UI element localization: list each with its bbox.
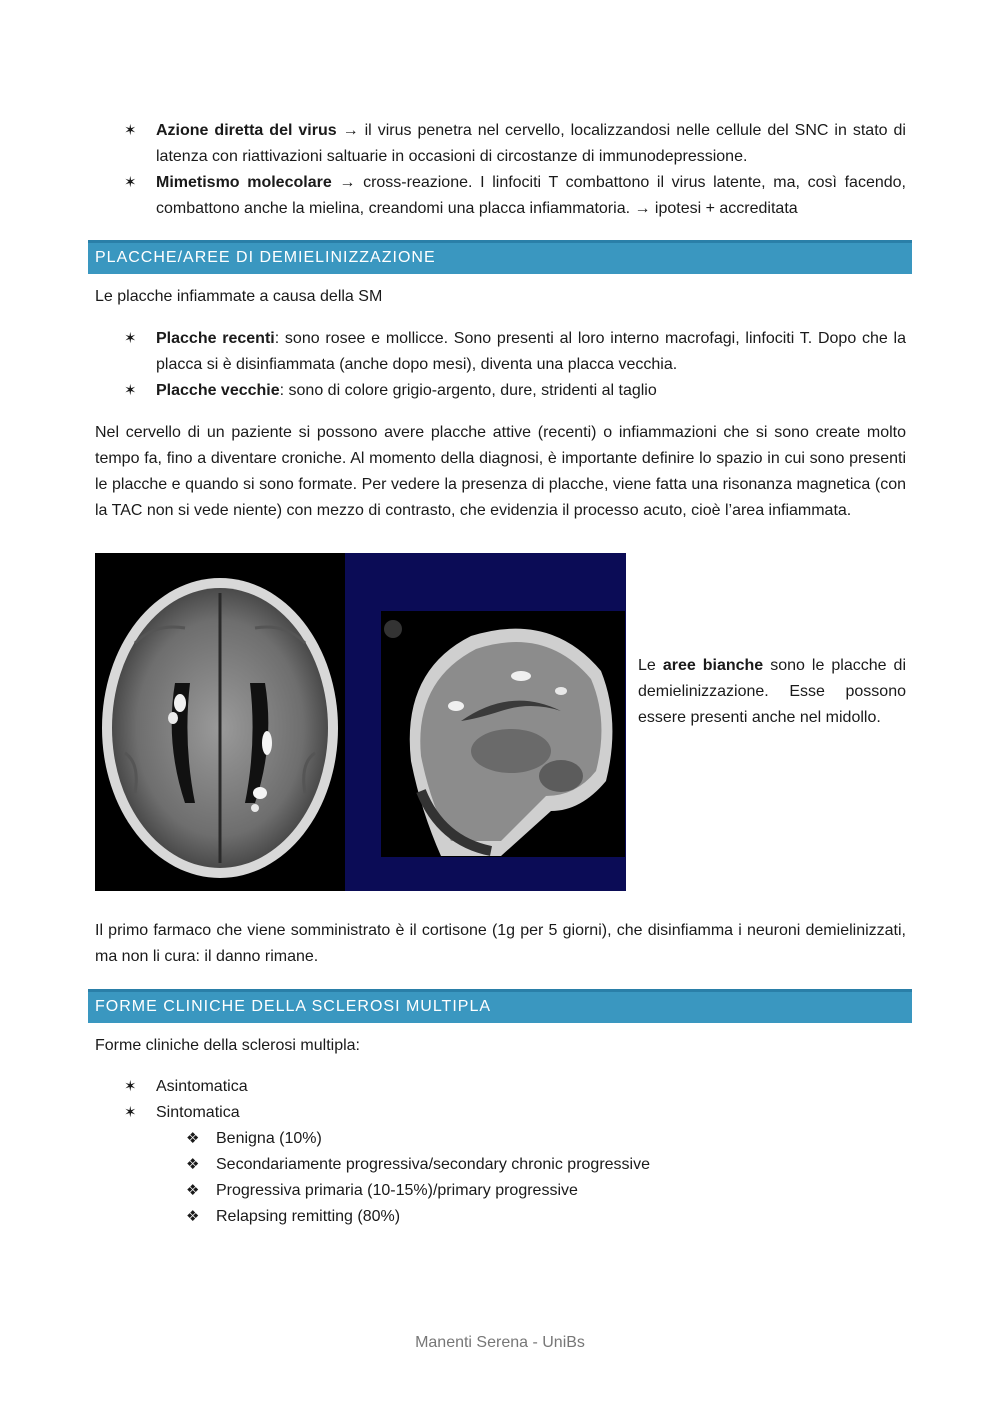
arrow-icon: → — [342, 122, 359, 139]
section-intro: Le placche infiammate a causa della SM — [95, 288, 383, 305]
list-item-text: Asintomatica — [156, 1078, 248, 1095]
star-bullet-icon: ✶ — [124, 330, 137, 347]
mri-figure — [95, 553, 626, 891]
sintomatica-sub-list — [186, 1126, 906, 1230]
list-item-text: Benigna (10%) — [216, 1130, 322, 1147]
list-item — [124, 170, 906, 222]
intro-bullet-list — [124, 118, 906, 222]
list-item-text: Progressiva primaria (10-15%)/primary progressive — [216, 1182, 578, 1199]
list-item-bold: Mimetismo molecolare — [156, 174, 332, 191]
section-intro: Forme cliniche della sclerosi multipla: — [95, 1037, 360, 1054]
list-item-text: il virus penetra nel cervello, localizzandosi nelle cellule del SNC in stato di latenza con riattivazioni saltuarie in occasioni di circostanze di immunodepressione. — [156, 122, 906, 165]
list-item-text: : sono di colore grigio-argento, dure, stridenti al taglio — [279, 382, 657, 399]
star-bullet-icon: ✶ — [124, 1078, 137, 1095]
star-bullet-icon: ✶ — [124, 382, 137, 399]
star-bullet-icon: ✶ — [124, 174, 137, 191]
star-bullet-icon: ✶ — [124, 122, 137, 139]
caption-bold: aree bianche — [662, 657, 764, 674]
body-paragraph-2: Il primo farmaco che viene somministrato è il cortisone (1g per 5 giorni), che disinfiamma i neuroni demielinizzati, ma non li cura: il danno rimane. — [95, 922, 906, 965]
list-item-text: Relapsing remitting (80%) — [216, 1208, 401, 1225]
caption-pre: Le — [638, 657, 663, 674]
star-bullet-icon: ✶ — [124, 1104, 137, 1121]
diamond-bullet-icon: ❖ — [186, 1208, 200, 1225]
list-item-bold: Placche recenti — [156, 330, 275, 347]
list-item — [124, 378, 906, 404]
sagittal-mri-image — [381, 611, 625, 857]
placche-bullet-list — [124, 326, 906, 404]
list-item — [124, 118, 906, 170]
arrow-icon: → — [339, 174, 356, 191]
list-item-text: : sono rosee e mollicce. Sono presenti al loro interno macrofagi, linfociti T. Dopo che la placca si è disinfiammata (anche dopo mesi), diventa una placca vecchia. — [156, 330, 906, 373]
list-item-text: Secondariamente progressiva/secondary chronic progressive — [216, 1156, 650, 1173]
body-paragraph: Nel cervello di un paziente si possono avere placche attive (recenti) o infiammazioni che si sono create molto tempo fa, fino a diventare croniche. Al momento della diagnosi, è importante definire lo spazio in cui sono presenti le placche e quando si sono formate. Per vedere la presenza di placche, viene fatta una risonanza magnetica (con la TAC non si vede niente) con mezzo di contrasto, che evidenzia il processo acuto, cioè l’area infiammata. — [95, 424, 906, 519]
forme-bullet-list — [124, 1074, 906, 1126]
page-footer: Manenti Serena - UniBs — [415, 1334, 585, 1351]
caption-post: sono le placche di demielinizzazione. Esse possono essere presenti anche nel midollo. — [638, 657, 907, 726]
diamond-bullet-icon: ❖ — [186, 1130, 200, 1147]
list-item — [186, 1152, 906, 1178]
list-item-text: Sintomatica — [156, 1104, 240, 1121]
list-item — [124, 326, 906, 378]
section-heading-forme-cliniche: FORME CLINICHE DELLA SCLEROSI MULTIPLA — [88, 989, 912, 1023]
figure-caption — [638, 653, 906, 731]
list-item-text: cross-reazione. I linfociti T combattono il virus latente, ma, così facendo, combattono anche la mielina, creandomi una placca infiammatoria. → ipotesi + accreditata — [156, 174, 906, 217]
list-item-bold: Placche vecchie — [156, 382, 280, 399]
list-item — [186, 1178, 906, 1204]
list-item — [124, 1074, 906, 1100]
list-item-bold: Azione diretta del virus — [156, 122, 337, 139]
section-heading-placche: PLACCHE/AREE DI DEMIELINIZZAZIONE — [88, 240, 912, 274]
list-item — [186, 1204, 906, 1230]
list-item — [124, 1100, 906, 1126]
list-item — [186, 1126, 906, 1152]
diamond-bullet-icon: ❖ — [186, 1182, 200, 1199]
diamond-bullet-icon: ❖ — [186, 1156, 200, 1173]
axial-mri-image — [95, 553, 345, 891]
